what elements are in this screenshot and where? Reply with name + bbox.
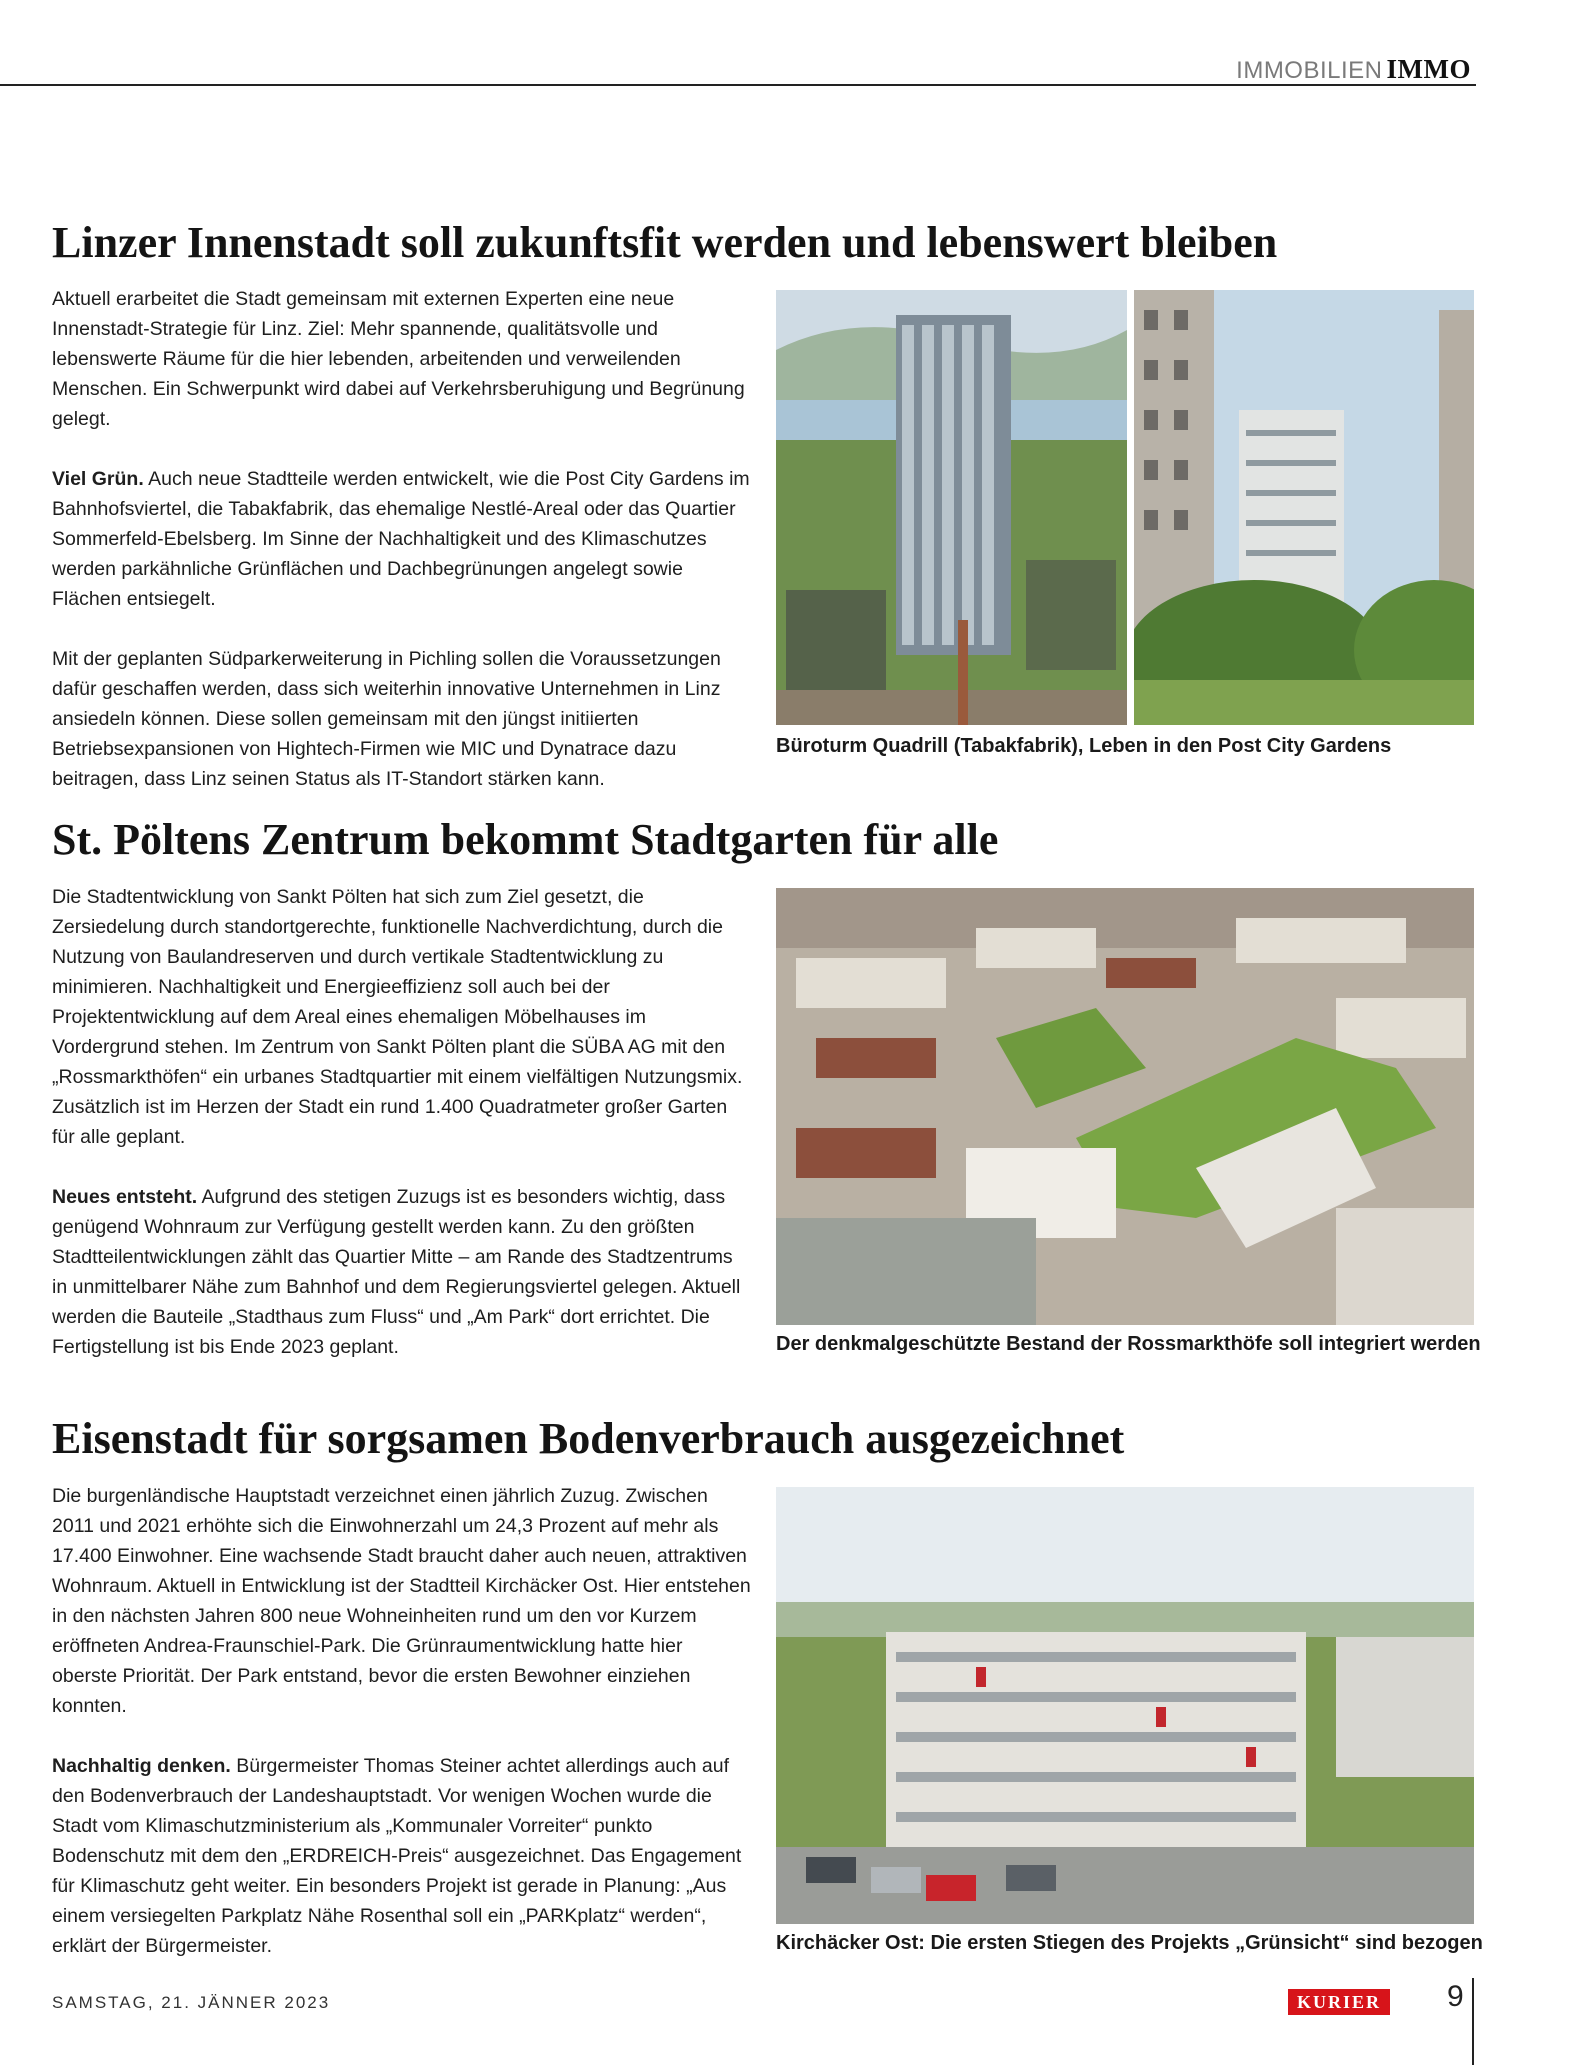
photo-quadrill-tower	[776, 290, 1127, 725]
photo-caption: Der denkmalgeschützte Bestand der Rossmarkthöfe soll integriert werden	[776, 1333, 1481, 1355]
paragraph-lead: Viel Grün.	[52, 468, 144, 490]
article-linz-body	[52, 284, 752, 794]
article-paragraph: Die burgenländische Hauptstadt verzeichnet einen jährlich Zuzug. Zwischen 2011 und 2021 erhöhte sich die Einwohnerzahl um 24,3 Prozent auf mehr als 17.400 Einwohner. Eine wachsende Stadt braucht daher auch neuen, attraktiven Wohnraum. Aktuell in Entwicklung ist der Stadtteil Kirchäcker Ost. Hier entstehen in den nächsten Jahren 800 neue Wohneinheiten rund um den vor Kurzem eröffneten Andrea-Fraunschiel-Park. Die Grünraumentwicklung hatte hier oberste Priorität. Der Park entstand, bevor die ersten Bewohner einziehen konnten.	[52, 1485, 751, 1717]
article-paragraph: Die Stadtentwicklung von Sankt Pölten hat sich zum Ziel gesetzt, die Zersiedelung durch standortgerechte, funktionelle Nachverdichtung, durch die Nutzung von Baulandreserven und durch vertikale Stadtentwicklung zu minimieren. Nachhaltigkeit und Energieeffizienz soll auch bei der Projektentwicklung auf dem Areal eines ehemaligen Möbelhauses im Vordergrund stehen. Im Zentrum von Sankt Pölten plant die SÜBA AG mit den „Rossmarkthöfen“ ein urbanes Stadtquartier mit einem vielfältigen Nutzungsmix. Zusätzlich ist im Herzen der Stadt ein rund 1.400 Quadratmeter großer Garten für alle geplant.	[52, 886, 743, 1148]
photo-caption: Büroturm Quadrill (Tabakfabrik), Leben in den Post City Gardens	[776, 735, 1392, 757]
header-divider	[0, 84, 1476, 86]
photo-post-city-gardens	[1134, 290, 1474, 725]
article-paragraph: Mit der geplanten Südparkerweiterung in Pichling sollen die Voraussetzungen dafür geschaffen werden, dass sich weiterhin innovative Unternehmen in Linz ansiedeln können. Diese sollen gemeinsam mit den jüngst initiierten Betriebsexpansionen von Hightech-Firmen wie MIC und Dynatrace dazu beitragen, dass Linz seinen Status als IT-Standort stärken kann.	[52, 648, 721, 790]
page-number: 9	[1447, 1980, 1464, 2013]
article-stpoelten-headline: St. Pöltens Zentrum bekommt Stadtgarten für alle	[52, 815, 999, 864]
photo-kirchaecker-ost	[776, 1487, 1474, 1924]
paragraph-lead: Nachhaltig denken.	[52, 1755, 231, 1777]
paragraph-text: Aufgrund des stetigen Zuzugs ist es besonders wichtig, dass genügend Wohnraum zur Verfügung gestellt werden kann. Zu den größten Stadtteilentwicklungen zählt das Quartier Mitte – am Rande des Stadtzentrums in unmittelbarer Nähe zum Bahnhof und dem Regierungsviertel gelegen. Aktuell werden die Bauteile „Stadthaus zum Fluss“ und „Am Park“ dort errichtet. Die Fertigstellung ist bis Ende 2023 geplant.	[52, 1186, 741, 1358]
paragraph-text: Auch neue Stadtteile werden entwickelt, wie die Post City Gardens im Bahnhofsviertel, die Tabakfabrik, das ehemalige Nestlé-Areal oder das Quartier Sommerfeld-Ebelsberg. Im Sinne der Nachhaltigkeit und des Klimaschutzes werden parkähnliche Grünflächen und Dachbegrünungen angelegt sowie Flächen entsiegelt.	[52, 468, 750, 610]
paragraph-text: Bürgermeister Thomas Steiner achtet allerdings auch auf den Bodenverbrauch der Landeshauptstadt. Vor wenigen Wochen wurde die Stadt vom Klimaschutzministerium als „Kommunaler Vorreiter“ punkto Bodenschutz mit dem den „ERDREICH-Preis“ ausgezeichnet. Das Engagement für Klimaschutz geht weiter. Ein besonders Projekt ist gerade in Planung: „Aus einem versiegelten Parkplatz Nähe Rosenthal soll ein „PARKplatz“ werden“, erklärt der Bürgermeister.	[52, 1755, 742, 1957]
section-label: IMMOBILIEN	[1236, 57, 1383, 84]
footer-divider	[1472, 1978, 1474, 2065]
article-stpoelten-body	[52, 882, 752, 1362]
article-eisenstadt-headline: Eisenstadt für sorgsamen Bodenverbrauch ausgezeichnet	[52, 1414, 1125, 1463]
article-paragraph	[52, 1182, 752, 1362]
kurier-logo: KURIER	[1288, 1989, 1390, 2015]
section-header	[1236, 54, 1471, 85]
photo-caption: Kirchäcker Ost: Die ersten Stiegen des Projekts „Grünsicht“ sind bezogen	[776, 1932, 1483, 1954]
article-paragraph	[52, 1751, 752, 1961]
paragraph-lead: Neues entsteht.	[52, 1186, 198, 1208]
article-paragraph: Aktuell erarbeitet die Stadt gemeinsam mit externen Experten eine neue Innenstadt-Strategie für Linz. Ziel: Mehr spannende, qualitätsvolle und lebenswerte Räume für die hier lebenden, arbeitenden und verweilenden Menschen. Ein Schwerpunkt wird dabei auf Verkehrsberuhigung und Begrünung gelegt.	[52, 288, 745, 430]
article-linz-headline: Linzer Innenstadt soll zukunftsfit werden und lebenswert bleiben	[52, 218, 1278, 267]
section-brand: IMMO	[1386, 54, 1471, 84]
photo-rossmarkthoefe-aerial	[776, 888, 1474, 1325]
article-eisenstadt-body	[52, 1481, 752, 1961]
issue-date: SAMSTAG, 21. JÄNNER 2023	[52, 1993, 331, 2012]
article-paragraph	[52, 464, 752, 614]
